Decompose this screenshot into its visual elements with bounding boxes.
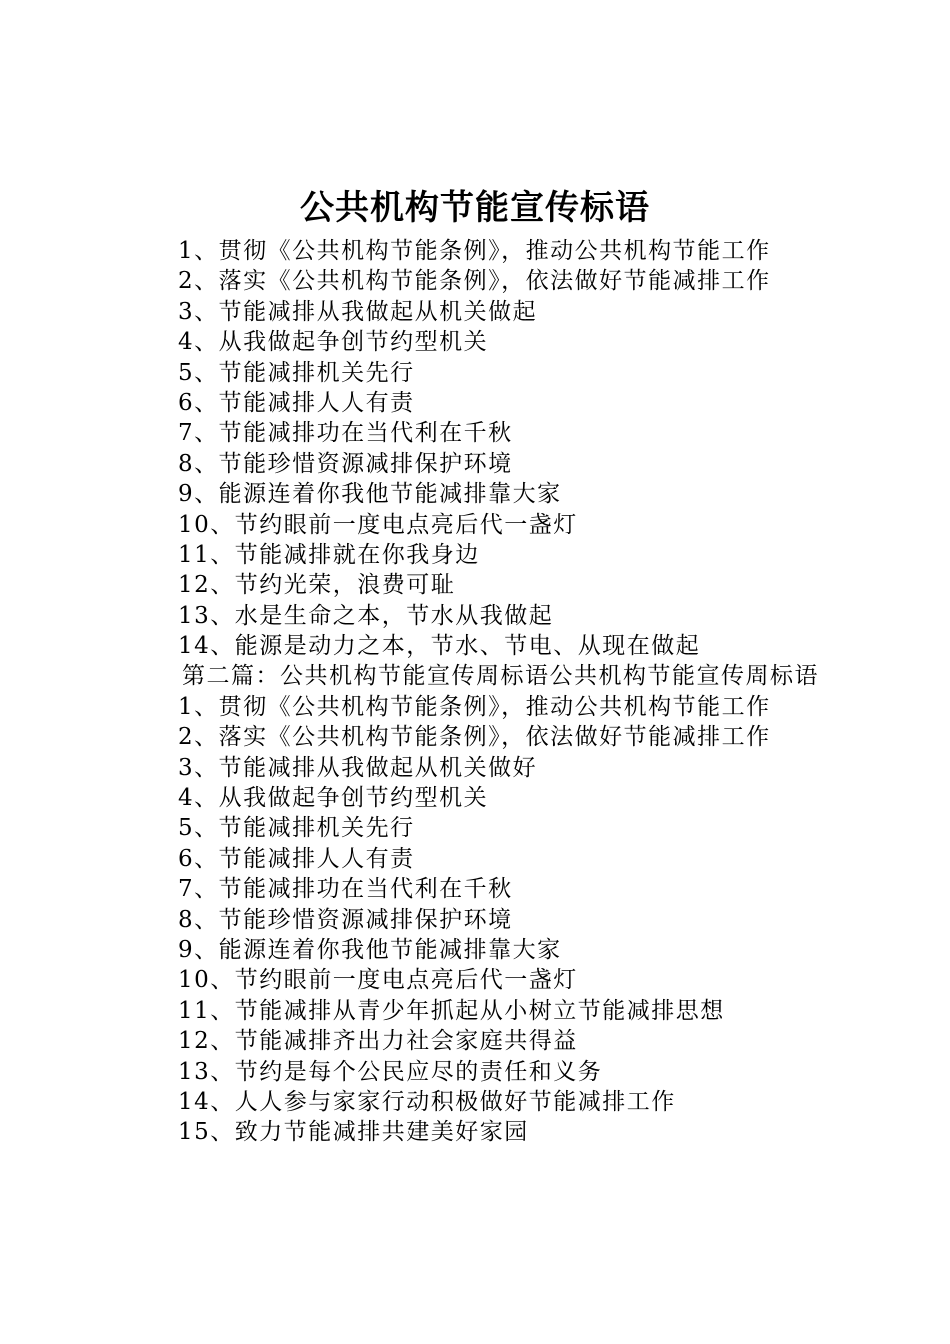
- slogan-item: 2、落实《公共机构节能条例》，依法做好节能减排工作: [178, 268, 771, 295]
- slogan-item: 13、节约是每个公民应尽的责任和义务: [178, 1058, 603, 1085]
- slogan-item: 4、从我做起争创节约型机关: [178, 785, 489, 812]
- slogan-item: 13、水是生命之本，节水从我做起: [178, 602, 554, 629]
- document-title: 公共机构节能宣传标语: [300, 188, 650, 228]
- slogan-item: 1、贯彻《公共机构节能条例》，推动公共机构节能工作: [178, 693, 771, 720]
- slogan-item: 7、节能减排功在当代利在千秋: [178, 420, 513, 447]
- slogan-item: 5、节能减排机关先行: [178, 815, 415, 842]
- slogan-item: 8、节能珍惜资源减排保护环境: [178, 906, 513, 933]
- slogan-item: 1、贯彻《公共机构节能条例》，推动公共机构节能工作: [178, 238, 771, 264]
- slogan-item: 2、落实《公共机构节能条例》，依法做好节能减排工作: [178, 724, 771, 751]
- slogan-item: 3、节能减排从我做起从机关做起: [178, 298, 538, 325]
- slogan-item: 9、能源连着你我他节能减排靠大家: [178, 937, 562, 963]
- slogan-item: 6、节能减排人人有责: [178, 845, 415, 872]
- slogan-item: 6、节能减排人人有责: [178, 389, 415, 416]
- slogan-item: 4、从我做起争创节约型机关: [178, 329, 489, 356]
- slogan-item: 3、节能减排从我做起从机关做好: [178, 754, 538, 781]
- section-heading: 第二篇：公共机构节能宣传周标语公共机构节能宣传周标语: [182, 663, 819, 690]
- slogan-item: 15、致力节能减排共建美好家园: [178, 1119, 529, 1146]
- slogan-item: 12、节约光荣，浪费可耻: [178, 572, 456, 599]
- slogan-item: 7、节能减排功在当代利在千秋: [178, 876, 513, 903]
- slogan-item: 14、能源是动力之本，节水、节电、从现在做起: [178, 633, 701, 660]
- slogan-item: 9、能源连着你我他节能减排靠大家: [178, 481, 562, 508]
- slogan-item: 10、节约眼前一度电点亮后代一盏灯: [178, 511, 578, 538]
- slogan-item: 5、节能减排机关先行: [178, 359, 415, 386]
- document-body: [130, 236, 835, 1148]
- slogan-item: 12、节能减排齐出力社会家庭共得益: [178, 1028, 578, 1055]
- slogan-item: 14、人人参与家家行动积极做好节能减排工作: [178, 1088, 676, 1115]
- slogan-list-1: [130, 236, 835, 661]
- slogan-item: 11、节能减排从青少年抓起从小树立节能减排思想: [178, 997, 725, 1024]
- slogan-item: 11、节能减排就在你我身边: [178, 541, 480, 568]
- slogan-item: 10、节约眼前一度电点亮后代一盏灯: [178, 967, 578, 994]
- slogan-list-2: [130, 692, 835, 1148]
- slogan-item: 8、节能珍惜资源减排保护环境: [178, 450, 513, 477]
